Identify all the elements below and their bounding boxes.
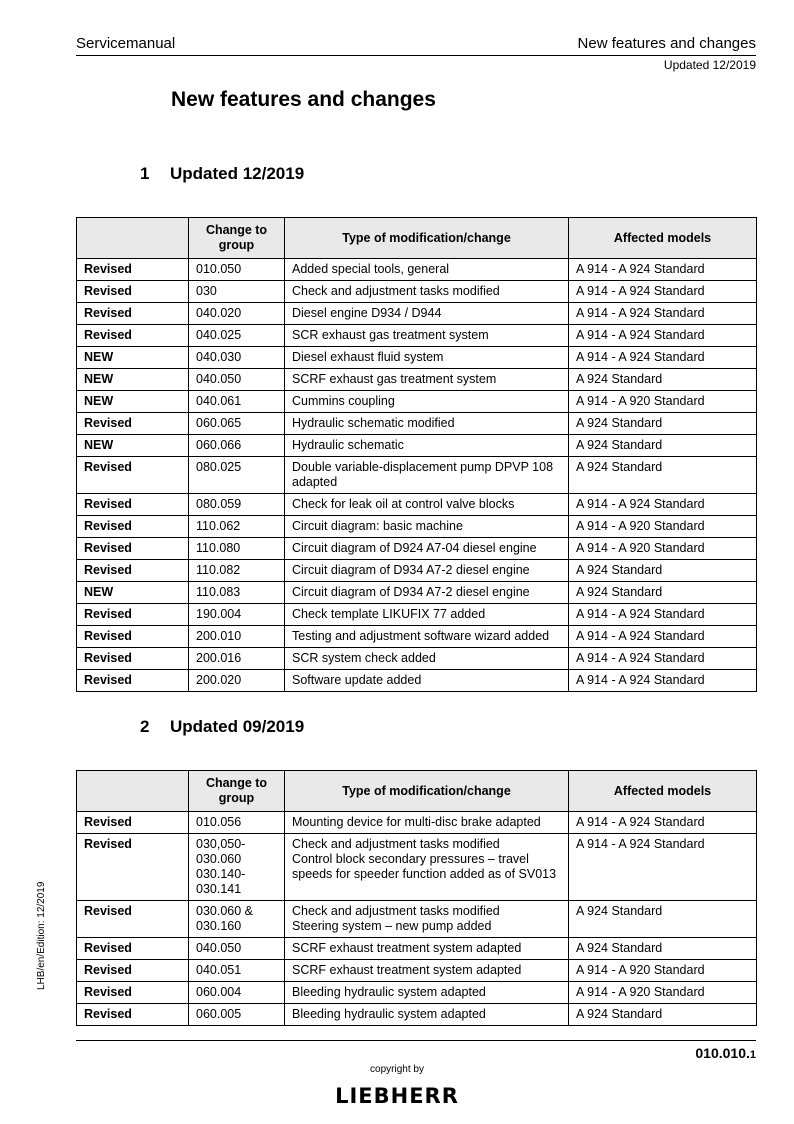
table-row	[77, 626, 757, 648]
section-2-heading: Updated 09/2019	[170, 717, 305, 736]
cell-group: 200.010	[189, 626, 285, 648]
copyright-text: copyright by	[370, 1064, 424, 1075]
cell-group: 060.065	[189, 413, 285, 435]
cell-status: NEW	[77, 582, 189, 604]
cell-change: SCRF exhaust treatment system adapted	[285, 938, 569, 960]
cell-change: SCR exhaust gas treatment system	[285, 325, 569, 347]
cell-models: A 914 - A 920 Standard	[569, 516, 757, 538]
header-models: Affected models	[569, 218, 757, 259]
cell-status: Revised	[77, 604, 189, 626]
cell-status: Revised	[77, 834, 189, 901]
cell-status: Revised	[77, 960, 189, 982]
cell-models: A 914 - A 924 Standard	[569, 303, 757, 325]
cell-change: Added special tools, general	[285, 259, 569, 281]
header-divider	[76, 55, 756, 56]
cell-status: Revised	[77, 812, 189, 834]
cell-change: Check template LIKUFIX 77 added	[285, 604, 569, 626]
cell-change: Check and adjustment tasks modified	[285, 281, 569, 303]
cell-status: Revised	[77, 281, 189, 303]
cell-models: A 924 Standard	[569, 369, 757, 391]
table-row	[77, 413, 757, 435]
cell-group: 010.056	[189, 812, 285, 834]
table-row	[77, 391, 757, 413]
cell-group: 080.059	[189, 494, 285, 516]
cell-models: A 924 Standard	[569, 457, 757, 494]
section-1-heading: Updated 12/2019	[170, 164, 305, 183]
header-status	[77, 218, 189, 259]
cell-change: Check for leak oil at control valve blocks	[285, 494, 569, 516]
cell-change: Hydraulic schematic	[285, 435, 569, 457]
table-row	[77, 834, 757, 901]
cell-status: Revised	[77, 259, 189, 281]
cell-models: A 914 - A 924 Standard	[569, 670, 757, 692]
cell-group: 110.080	[189, 538, 285, 560]
cell-group: 200.020	[189, 670, 285, 692]
cell-status: NEW	[77, 347, 189, 369]
table-row	[77, 938, 757, 960]
cell-group: 040.050	[189, 369, 285, 391]
table-row	[77, 582, 757, 604]
cell-change: Mounting device for multi-disc brake adapted	[285, 812, 569, 834]
cell-group: 200.016	[189, 648, 285, 670]
table-row	[77, 960, 757, 982]
table-row	[77, 982, 757, 1004]
table-row	[77, 901, 757, 938]
page-title: New features and changes	[171, 88, 436, 111]
table-row	[77, 259, 757, 281]
cell-models: A 914 - A 924 Standard	[569, 648, 757, 670]
cell-models: A 914 - A 924 Standard	[569, 834, 757, 901]
header-models: Affected models	[569, 771, 757, 812]
cell-group: 030.060 & 030.160	[189, 901, 285, 938]
table-row	[77, 648, 757, 670]
cell-change: Bleeding hydraulic system adapted	[285, 1004, 569, 1026]
table-row	[77, 303, 757, 325]
cell-status: Revised	[77, 648, 189, 670]
table-row	[77, 1004, 757, 1026]
header-manual-label: Servicemanual	[76, 35, 176, 52]
cell-models: A 914 - A 924 Standard	[569, 494, 757, 516]
cell-status: Revised	[77, 303, 189, 325]
cell-group: 060.066	[189, 435, 285, 457]
page-number	[695, 1045, 756, 1061]
cell-group: 110.062	[189, 516, 285, 538]
cell-status: Revised	[77, 626, 189, 648]
cell-group: 040.030	[189, 347, 285, 369]
section-1-title	[140, 164, 304, 184]
cell-status: Revised	[77, 560, 189, 582]
edition-sidebar: LHB/en/Edition: 12/2019	[36, 881, 47, 990]
section-2-number: 2	[140, 717, 150, 736]
cell-group: 190.004	[189, 604, 285, 626]
section-1-number: 1	[140, 164, 150, 183]
cell-status: Revised	[77, 938, 189, 960]
cell-status: NEW	[77, 369, 189, 391]
page-number-main: 010.010.	[695, 1045, 750, 1061]
cell-models: A 914 - A 924 Standard	[569, 347, 757, 369]
table-row	[77, 516, 757, 538]
cell-group: 010.050	[189, 259, 285, 281]
cell-group: 110.083	[189, 582, 285, 604]
cell-change: SCR system check added	[285, 648, 569, 670]
cell-group: 040.020	[189, 303, 285, 325]
cell-models: A 924 Standard	[569, 435, 757, 457]
cell-change: Double variable-displacement pump DPVP 108 adapted	[285, 457, 569, 494]
table-row	[77, 494, 757, 516]
cell-status: Revised	[77, 1004, 189, 1026]
table-row	[77, 604, 757, 626]
cell-change: SCRF exhaust gas treatment system	[285, 369, 569, 391]
cell-models: A 914 - A 924 Standard	[569, 281, 757, 303]
cell-change: Hydraulic schematic modified	[285, 413, 569, 435]
cell-group: 080.025	[189, 457, 285, 494]
cell-status: Revised	[77, 516, 189, 538]
table-header-row	[77, 218, 757, 259]
cell-status: Revised	[77, 901, 189, 938]
cell-change: SCRF exhaust treatment system adapted	[285, 960, 569, 982]
table-row	[77, 369, 757, 391]
cell-models: A 914 - A 920 Standard	[569, 391, 757, 413]
table-row	[77, 435, 757, 457]
cell-models: A 924 Standard	[569, 938, 757, 960]
cell-status: Revised	[77, 457, 189, 494]
header-update-date: Updated 12/2019	[663, 58, 756, 72]
footer-divider	[76, 1040, 756, 1041]
header-change-group: Change to group	[189, 771, 285, 812]
table-row	[77, 560, 757, 582]
changes-table-1	[76, 217, 757, 692]
cell-status: Revised	[77, 670, 189, 692]
cell-models: A 924 Standard	[569, 1004, 757, 1026]
table-row	[77, 538, 757, 560]
cell-models: A 924 Standard	[569, 560, 757, 582]
table-row	[77, 457, 757, 494]
header-type: Type of modification/change	[285, 771, 569, 812]
cell-change: Check and adjustment tasks modified Control block secondary pressures – travel speeds for speeder function added as of SV013	[285, 834, 569, 901]
table-row	[77, 347, 757, 369]
cell-models: A 914 - A 924 Standard	[569, 626, 757, 648]
cell-models: A 914 - A 924 Standard	[569, 604, 757, 626]
cell-models: A 924 Standard	[569, 582, 757, 604]
cell-status: NEW	[77, 435, 189, 457]
cell-status: Revised	[77, 494, 189, 516]
table-row	[77, 281, 757, 303]
cell-models: A 924 Standard	[569, 901, 757, 938]
cell-change: Cummins coupling	[285, 391, 569, 413]
cell-group: 030	[189, 281, 285, 303]
cell-status: Revised	[77, 325, 189, 347]
cell-group: 040.025	[189, 325, 285, 347]
cell-change: Circuit diagram: basic machine	[285, 516, 569, 538]
page-number-sub: 1	[749, 1049, 756, 1061]
cell-group: 040.050	[189, 938, 285, 960]
cell-group: 030,050- 030.060 030.140- 030.141	[189, 834, 285, 901]
cell-change: Software update added	[285, 670, 569, 692]
liebherr-logo: LIEBHERR	[335, 1084, 459, 1108]
cell-models: A 914 - A 924 Standard	[569, 812, 757, 834]
header-status	[77, 771, 189, 812]
cell-models: A 914 - A 920 Standard	[569, 960, 757, 982]
section-2-title	[140, 717, 304, 737]
cell-status: NEW	[77, 391, 189, 413]
cell-status: Revised	[77, 982, 189, 1004]
cell-group: 040.051	[189, 960, 285, 982]
cell-change: Bleeding hydraulic system adapted	[285, 982, 569, 1004]
cell-models: A 914 - A 920 Standard	[569, 982, 757, 1004]
cell-change: Check and adjustment tasks modified Steering system – new pump added	[285, 901, 569, 938]
cell-group: 060.005	[189, 1004, 285, 1026]
cell-models: A 914 - A 920 Standard	[569, 538, 757, 560]
cell-status: Revised	[77, 413, 189, 435]
table-row	[77, 325, 757, 347]
table-row	[77, 812, 757, 834]
cell-models: A 914 - A 924 Standard	[569, 259, 757, 281]
cell-group: 110.082	[189, 560, 285, 582]
header-chapter-title: New features and changes	[577, 35, 756, 52]
table-header-row	[77, 771, 757, 812]
cell-group: 060.004	[189, 982, 285, 1004]
cell-change: Diesel exhaust fluid system	[285, 347, 569, 369]
cell-models: A 914 - A 924 Standard	[569, 325, 757, 347]
cell-models: A 924 Standard	[569, 413, 757, 435]
header-change-group: Change to group	[189, 218, 285, 259]
cell-change: Diesel engine D934 / D944	[285, 303, 569, 325]
cell-change: Circuit diagram of D934 A7-2 diesel engine	[285, 560, 569, 582]
changes-table-2	[76, 770, 757, 1026]
table-row	[77, 670, 757, 692]
cell-group: 040.061	[189, 391, 285, 413]
header-type: Type of modification/change	[285, 218, 569, 259]
cell-change: Circuit diagram of D934 A7-2 diesel engine	[285, 582, 569, 604]
cell-change: Circuit diagram of D924 A7-04 diesel engine	[285, 538, 569, 560]
cell-status: Revised	[77, 538, 189, 560]
cell-change: Testing and adjustment software wizard added	[285, 626, 569, 648]
